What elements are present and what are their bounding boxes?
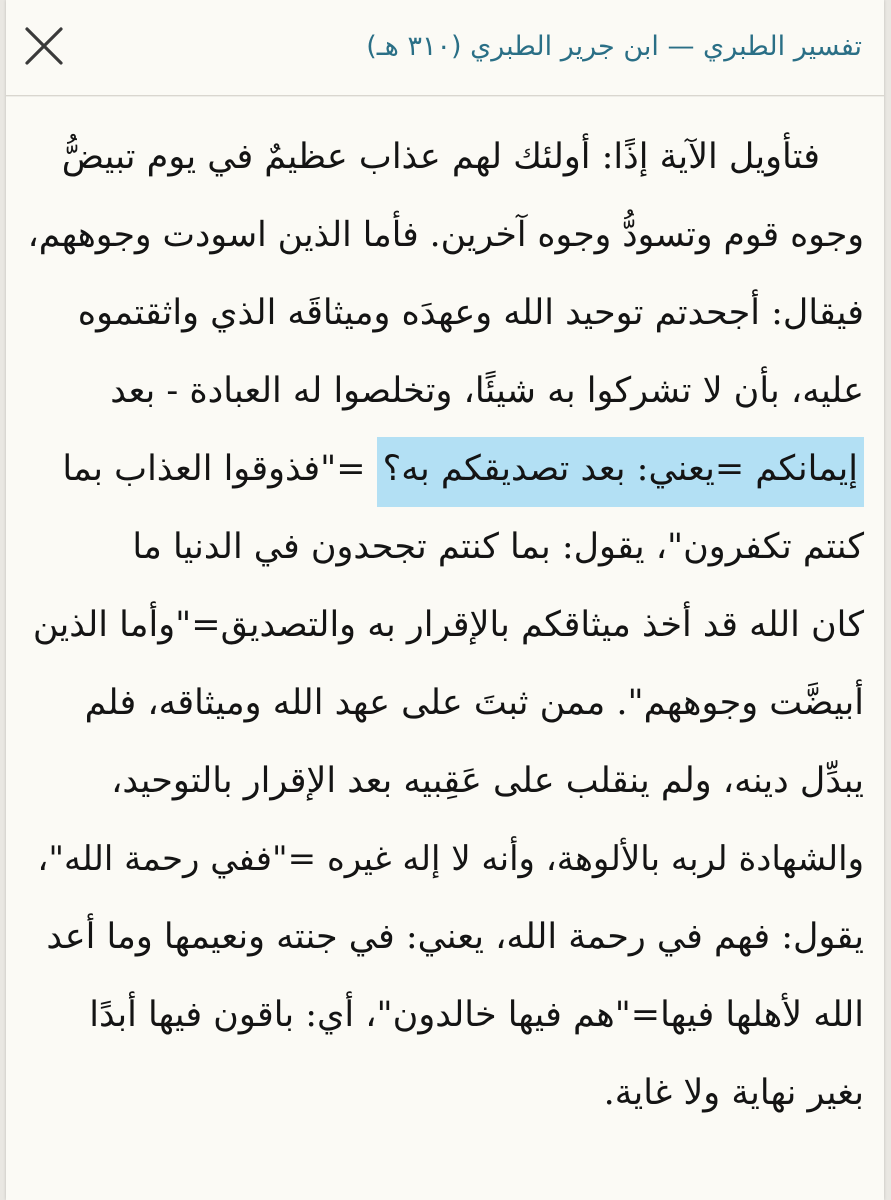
- reader-header: [6, 0, 884, 96]
- text-line-12: الله لأهلها فيها="هم فيها خالدون"، أي: باقون فيها أبدًا: [89, 995, 864, 1035]
- text-line-8: أبيضَّت وجوههم". ممن ثبتَ على عهد الله وميثاقه، فلم: [84, 683, 864, 723]
- close-button[interactable]: [22, 24, 66, 68]
- text-line-10: والشهادة لربه بالألوهة، وأنه لا إله غيره ="ففي رحمة الله"،: [37, 839, 864, 879]
- close-icon[interactable]: [22, 24, 66, 68]
- text-line-9: يبدِّل دينه، ولم ينقلب على عَقِبيه بعد الإقرار بالتوحيد،: [111, 761, 864, 801]
- tafsir-text[interactable]: [26, 118, 864, 1132]
- book-title: تفسير الطبري — ابن جرير الطبري (٣١٠ هـ): [366, 31, 862, 62]
- text-line-11: يقول: فهم في رحمة الله، يعني: في جنته ونعيمها وما أعد: [46, 917, 864, 957]
- text-selection-highlight[interactable]: إيمانكم =يعني: بعد تصديقكم به؟: [377, 437, 864, 507]
- text-line-5-rest: ="فذوقوا العذاب بما: [62, 449, 377, 489]
- text-line-13: بغير نهاية ولا غاية.: [603, 1073, 864, 1113]
- reader-page: [6, 0, 884, 1200]
- text-line-6: كنتم تكفرون"، يقول: بما كنتم تجحدون في الدنيا ما: [132, 527, 864, 567]
- text-line-5: [26, 430, 864, 508]
- text-line-1: فتأويل الآية إذًا: أولئك لهم عذاب عظيمٌ في يوم تبيضُّ: [61, 137, 820, 177]
- text-line-7: كان الله قد أخذ ميثاقكم بالإقرار به والتصديق="وأما الذين: [32, 605, 864, 645]
- text-line-3: فيقال: أجحدتم توحيد الله وعهدَه وميثاقَه الذي واثقتموه: [77, 293, 864, 333]
- text-line-2: وجوه قوم وتسودُّ وجوه آخرين. فأما الذين اسودت وجوههم،: [27, 215, 864, 255]
- text-line-4: عليه، بأن لا تشركوا به شيئًا، وتخلصوا له العبادة - بعد: [110, 371, 864, 411]
